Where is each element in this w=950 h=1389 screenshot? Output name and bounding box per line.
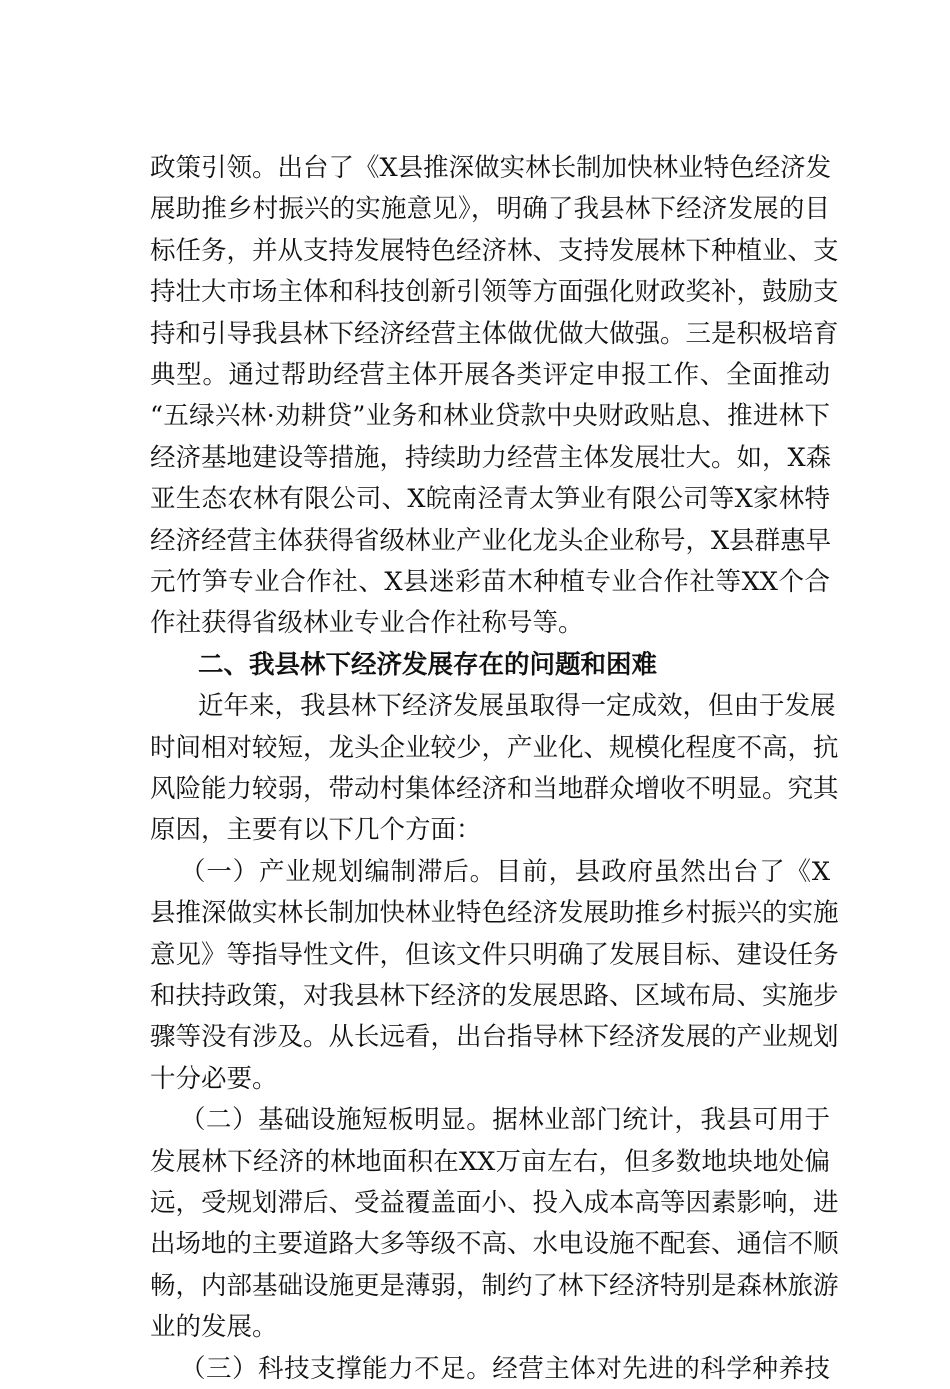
paragraph-line: 骤等没有涉及。从长远看，出台指导林下经济发展的产业规划 bbox=[150, 1022, 839, 1053]
paragraph-line: 和扶持政策，对我县林下经济的发展思路、区域布局、实施步 bbox=[150, 981, 839, 1011]
paragraph-line: 政策引领。出台了《X县推深做实林长制加快林业特色经济发 bbox=[150, 153, 832, 183]
paragraph-line: 出场地的主要道路大多等级不高、水电设施不配套、通信不顺 bbox=[150, 1229, 839, 1260]
paragraph-line: 亚生态农林有限公司、X皖南泾青太笋业有限公司等X家林特 bbox=[150, 484, 830, 515]
paragraph-line: 近年来，我县林下经济发展虽取得一定成效，但由于发展 bbox=[198, 691, 836, 722]
paragraph-line: 意见》等指导性文件，但该文件只明确了发展目标、建设任务 bbox=[150, 939, 839, 970]
paragraph-line: 展助推乡村振兴的实施意见》，明确了我县林下经济发展的目 bbox=[150, 194, 830, 225]
paragraph-line: 原因，主要有以下几个方面： bbox=[150, 815, 482, 846]
paragraph-line: 元竹笋专业合作社、X县迷彩苗木种植专业合作社等XX个合 bbox=[150, 567, 830, 597]
paragraph-line: “五绿兴林·劝耕贷”业务和林业贷款中央财政贴息、推进林下 bbox=[150, 401, 830, 432]
subsection-line: （一）产业规划编制滞后。目前，县政府虽然出台了《X bbox=[180, 856, 830, 887]
paragraph-line: 经济基地建设等措施，持续助力经营主体发展壮大。如，X森 bbox=[150, 442, 832, 473]
paragraph-line: 业的发展。 bbox=[150, 1312, 278, 1343]
paragraph-line: 县推深做实林长制加快林业特色经济发展助推乡村振兴的实施 bbox=[150, 898, 839, 929]
paragraph-line: 持和引导我县林下经济经营主体做优做大做强。三是积极培育 bbox=[150, 318, 839, 349]
subsection-line: （二）基础设施短板明显。据林业部门统计，我县可用于 bbox=[180, 1105, 830, 1136]
paragraph-line: 作社获得省级林业专业合作社称号等。 bbox=[150, 608, 584, 639]
paragraph-line: 持壮大市场主体和科技创新引领等方面强化财政奖补，鼓励支 bbox=[150, 277, 839, 308]
paragraph-line: 经济经营主体获得省级林业产业化龙头企业称号，X县群惠早 bbox=[150, 525, 832, 556]
paragraph-line: （三）科技支撑能力不足。经营主体对先进的科学种养技 bbox=[180, 1353, 830, 1384]
paragraph-line: 时间相对较短，龙头企业较少，产业化、规模化程度不高，抗 bbox=[150, 732, 839, 763]
section-heading: 二、我县林下经济发展存在的问题和困难 bbox=[198, 649, 658, 680]
paragraph-line: 十分必要。 bbox=[150, 1063, 278, 1094]
paragraph-line: 远，受规划滞后、受益覆盖面小、投入成本高等因素影响，进 bbox=[150, 1188, 839, 1218]
paragraph-line: 畅，内部基础设施更是薄弱，制约了林下经济特别是森林旅游 bbox=[150, 1270, 839, 1301]
paragraph-line: 典型。通过帮助经营主体开展各类评定申报工作、全面推动 bbox=[150, 360, 830, 390]
paragraph-line: 风险能力较弱，带动村集体经济和当地群众增收不明显。究其 bbox=[150, 774, 839, 804]
paragraph-line: 标任务，并从支持发展特色经济林、支持发展林下种植业、支 bbox=[150, 235, 839, 266]
paragraph-line: 发展林下经济的林地面积在XX万亩左右，但多数地块地处偏 bbox=[150, 1146, 830, 1177]
